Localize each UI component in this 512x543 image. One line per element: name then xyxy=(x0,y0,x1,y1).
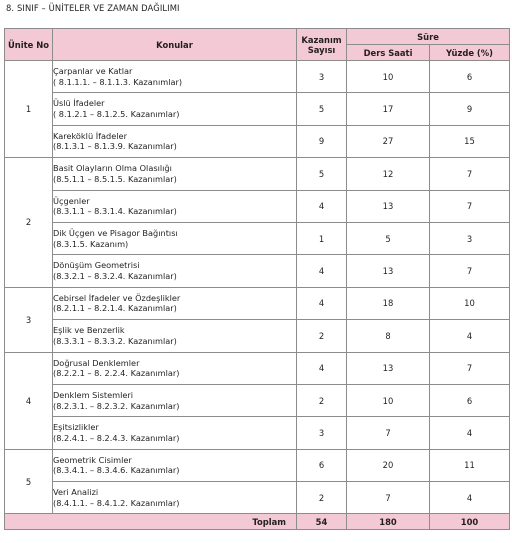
percent-cell: 6 xyxy=(430,384,510,416)
unit-no-header: Ünite No xyxy=(5,29,53,61)
table-row xyxy=(5,93,510,125)
class-hours-cell: 10 xyxy=(347,384,430,416)
table-row xyxy=(5,417,510,449)
outcome-count-cell: 2 xyxy=(297,320,347,352)
topic-outcome-range: ( 8.1.1.1. – 8.1.1.3. Kazanımlar) xyxy=(53,76,183,87)
topic-title: Geometrik Cisimler xyxy=(53,454,132,465)
topic-outcome-range: (8.3.1.5. Kazanım) xyxy=(53,238,129,249)
topic-outcome-range: (8.3.3.1 – 8.3.3.2. Kazanımlar) xyxy=(53,335,177,346)
outcome-count-cell: 4 xyxy=(297,352,347,384)
topic-outcome-range: (8.4.1.1. – 8.4.1.2. Kazanımlar) xyxy=(53,497,180,508)
topic-title: Doğrusal Denklemler xyxy=(53,357,140,368)
total-percent: 100 xyxy=(430,514,510,530)
topic-cell xyxy=(53,320,297,352)
outcome-count-cell: 3 xyxy=(297,61,347,93)
percent-cell: 7 xyxy=(430,190,510,222)
percent-cell: 7 xyxy=(430,255,510,287)
class-hours-cell: 8 xyxy=(347,320,430,352)
topic-title: Çarpanlar ve Katlar xyxy=(53,66,133,77)
topic-outcome-range: (8.3.1.1 – 8.3.1.4. Kazanımlar) xyxy=(53,206,177,217)
total-hours: 180 xyxy=(347,514,430,530)
topic-outcome-range: (8.2.3.1. – 8.2.3.2. Kazanımlar) xyxy=(53,400,180,411)
table-row xyxy=(5,482,510,514)
outcome-count-cell: 4 xyxy=(297,255,347,287)
topic-title: Veri Analizi xyxy=(53,487,99,498)
class-hours-cell: 13 xyxy=(347,255,430,287)
table-row xyxy=(5,384,510,416)
topic-cell xyxy=(53,93,297,125)
table-row xyxy=(5,190,510,222)
topic-cell xyxy=(53,482,297,514)
total-outcomes: 54 xyxy=(297,514,347,530)
topic-cell xyxy=(53,125,297,157)
percent-cell: 10 xyxy=(430,287,510,319)
percent-header: Yüzde (%) xyxy=(430,45,510,61)
table-row xyxy=(5,61,510,93)
topic-outcome-range: (8.2.1.1 – 8.2.1.4. Kazanımlar) xyxy=(53,303,177,314)
topic-cell xyxy=(53,449,297,481)
topic-cell xyxy=(53,158,297,190)
class-hours-cell: 13 xyxy=(347,190,430,222)
topic-title: Eşlik ve Benzerlik xyxy=(53,325,125,336)
unit-number-cell: 2 xyxy=(5,158,53,288)
outcome-count-cell: 6 xyxy=(297,449,347,481)
percent-cell: 15 xyxy=(430,125,510,157)
table-row xyxy=(5,320,510,352)
table-row xyxy=(5,352,510,384)
class-hours-cell: 20 xyxy=(347,449,430,481)
outcome-count-cell: 4 xyxy=(297,190,347,222)
topic-cell xyxy=(53,61,297,93)
table-row xyxy=(5,255,510,287)
topic-title: Basit Olayların Olma Olasılığı xyxy=(53,163,172,174)
class-hours-cell: 10 xyxy=(347,61,430,93)
topic-cell xyxy=(53,384,297,416)
topic-cell xyxy=(53,255,297,287)
topic-title: Cebirsel İfadeler ve Özdeşlikler xyxy=(53,292,181,303)
topic-outcome-range: (8.2.4.1. – 8.2.4.3. Kazanımlar) xyxy=(53,432,180,443)
class-hours-cell: 7 xyxy=(347,417,430,449)
topic-outcome-range: (8.3.2.1 – 8.3.2.4. Kazanımlar) xyxy=(53,271,177,282)
unit-number-cell: 3 xyxy=(5,287,53,352)
percent-cell: 6 xyxy=(430,61,510,93)
unit-number-cell: 5 xyxy=(5,449,53,514)
page-title: 8. SINIF – ÜNİTELER VE ZAMAN DAĞILIMI xyxy=(6,3,180,13)
topic-title: Dönüşüm Geometrisi xyxy=(53,260,140,271)
topic-cell xyxy=(53,190,297,222)
topic-title: Kareköklü İfadeler xyxy=(53,130,127,141)
outcome-count-cell: 2 xyxy=(297,482,347,514)
percent-cell: 7 xyxy=(430,158,510,190)
percent-cell: 4 xyxy=(430,482,510,514)
class-hours-cell: 17 xyxy=(347,93,430,125)
outcome-count-cell: 5 xyxy=(297,158,347,190)
class-hours-cell: 18 xyxy=(347,287,430,319)
table-row xyxy=(5,158,510,190)
topic-cell xyxy=(53,352,297,384)
table-row xyxy=(5,287,510,319)
topic-cell xyxy=(53,417,297,449)
percent-cell: 3 xyxy=(430,222,510,254)
percent-cell: 11 xyxy=(430,449,510,481)
topic-title: Üçgenler xyxy=(53,195,90,206)
duration-header: Süre xyxy=(347,29,510,45)
outcome-count-cell: 9 xyxy=(297,125,347,157)
topic-outcome-range: (8.2.2.1 – 8. 2.2.4. Kazanımlar) xyxy=(53,368,180,379)
topic-title: Dik Üçgen ve Pisagor Bağıntısı xyxy=(53,228,178,239)
percent-cell: 7 xyxy=(430,352,510,384)
outcome-count-cell: 2 xyxy=(297,384,347,416)
table-row xyxy=(5,222,510,254)
topic-title: Eşitsizlikler xyxy=(53,422,99,433)
outcome-count-cell: 3 xyxy=(297,417,347,449)
topic-outcome-range: (8.3.4.1. – 8.3.4.6. Kazanımlar) xyxy=(53,465,180,476)
topic-outcome-range: (8.1.3.1 – 8.1.3.9. Kazanımlar) xyxy=(53,141,177,152)
percent-cell: 4 xyxy=(430,417,510,449)
class-hours-cell: 13 xyxy=(347,352,430,384)
unit-number-cell: 4 xyxy=(5,352,53,449)
outcome-count-cell: 1 xyxy=(297,222,347,254)
total-label: Toplam xyxy=(5,514,297,530)
topic-outcome-range: (8.5.1.1 – 8.5.1.5. Kazanımlar) xyxy=(53,173,177,184)
unit-number-cell: 1 xyxy=(5,61,53,158)
class-hours-cell: 27 xyxy=(347,125,430,157)
topics-header: Konular xyxy=(53,29,297,61)
percent-cell: 4 xyxy=(430,320,510,352)
outcome-count-cell: 4 xyxy=(297,287,347,319)
unit-time-table xyxy=(4,28,510,530)
total-row xyxy=(5,514,510,530)
percent-cell: 9 xyxy=(430,93,510,125)
table-body xyxy=(5,61,510,514)
topic-outcome-range: ( 8.1.2.1 – 8.1.2.5. Kazanımlar) xyxy=(53,109,180,120)
topic-cell xyxy=(53,287,297,319)
topic-cell xyxy=(53,222,297,254)
class-hours-cell: 7 xyxy=(347,482,430,514)
topic-title: Üslü İfadeler xyxy=(53,98,105,109)
topic-title: Denklem Sistemleri xyxy=(53,390,134,400)
class-hours-cell: 12 xyxy=(347,158,430,190)
table-row xyxy=(5,449,510,481)
outcome-count-header: Kazanım Sayısı xyxy=(297,29,347,61)
table-row xyxy=(5,125,510,157)
class-hours-header: Ders Saati xyxy=(347,45,430,61)
outcome-count-cell: 5 xyxy=(297,93,347,125)
class-hours-cell: 5 xyxy=(347,222,430,254)
